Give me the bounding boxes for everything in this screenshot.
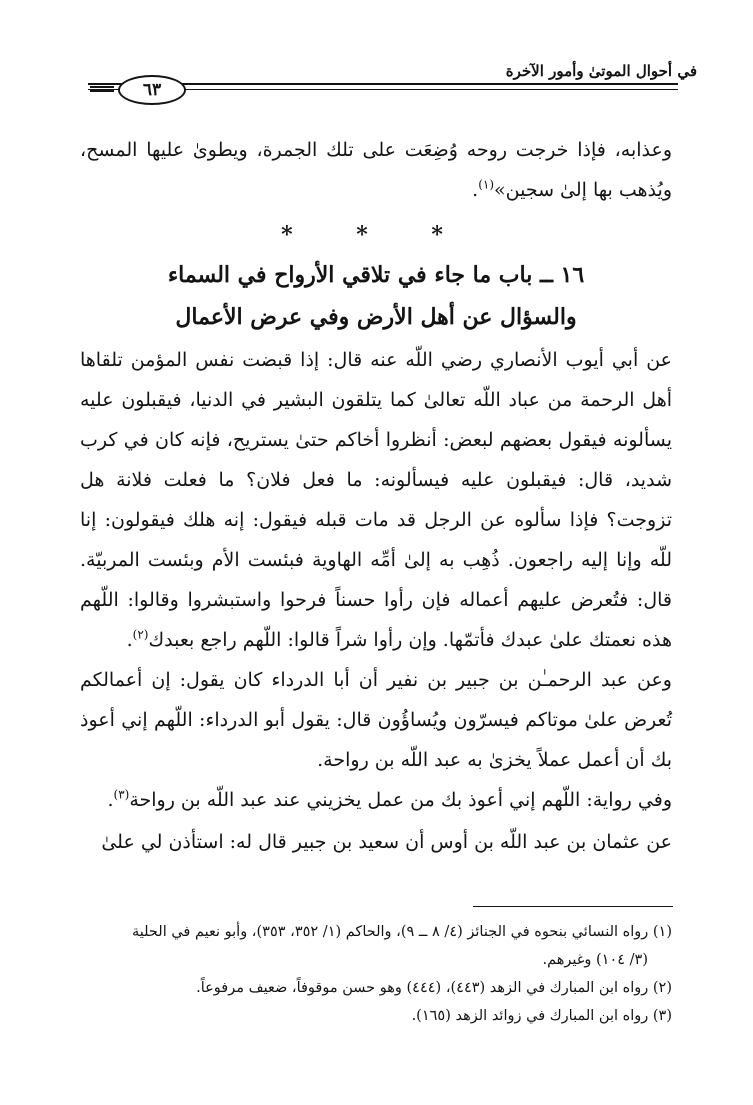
paragraph-uthman <box>80 822 672 862</box>
header-dash <box>90 86 114 92</box>
intro-paragraph <box>80 130 672 210</box>
paragraph-text: وعن عبد الرحمـٰن بن جبير بن نفير أن أبا الدرداء كان يقول: إن أعمالكم تُعرض علىٰ موتاكم فيسرّون ويُساؤُون قال: يقول أبو الدرداء: اللّهم إني أعوذ بك أن أعمل عملاً يخزىٰ به عبد اللّه بن رواحة. <box>80 669 672 771</box>
paragraph-text: عن أبي أيوب الأنصاري رضي اللّه عنه قال: إذا قبضت نفس المؤمن تلقاها أهل الرحمة من عباد اللّه تعالىٰ كما يتلقون البشير في الدنيا، فيقبلون عليه يسألونه فيقول بعضهم لبعض: أنظروا أخاكم حتىٰ يستريح، فإنه كان في كرب شديد، قال: فيقبلون عليه فيسألونه: ما فعل فلان؟ ما فعلت فلانة هل تزوجت؟ فإذا سألوه عن الرجل قد مات قبله فيقول: إنه هلك فيقولون: إنا للّه وإنا إليه راجعون. ذُهِب به إلىٰ أمِّه الهاوية فبئست الأم وبئست المربيّة. قال: فتُعرض عليهم أعماله فإن رأوا حسناً فرحوا واستبشروا وقالوا: اللّهم هذه نعمتك علىٰ عبدك فأتمّها. وإن رأوا شراً قالوا: اللّهم راجع بعبدك <box>80 349 672 651</box>
paragraph-text: عن عثمان بن عبد اللّه بن أوس أن سعيد بن جبير قال له: استأذن لي علىٰ <box>101 831 672 853</box>
footnote-2: (٢) رواه ابن المبارك في الزهد (٤٤٣)، (٤٤٤) وهو حسن موقوفاً، ضعيف مرفوعاً. <box>196 980 672 996</box>
page-number: ٦٣ <box>118 75 186 105</box>
paragraph-tail: . <box>126 629 133 651</box>
running-title: في أحوال الموتىٰ وأمور الآخرة <box>505 62 697 80</box>
footnotes <box>80 918 672 1030</box>
intro-tail: . <box>472 179 479 201</box>
paragraph-tail: . <box>107 789 114 811</box>
paragraph-text: وفي رواية: اللّهم إني أعوذ بك من عمل يخزيني عند عبد اللّه بن رواحة <box>129 789 672 811</box>
footnote-ref-3[interactable]: (٣) <box>113 787 130 802</box>
intro-text: وعذابه، فإذا خرجت روحه وُضِعَت على تلك الجمرة، ويطوىٰ عليها المسح، ويُذهب بها إلىٰ سجين» <box>80 139 672 201</box>
footnote-ref-2[interactable]: (٢) <box>132 627 149 642</box>
footnote-ref-1[interactable]: (١) <box>478 177 495 192</box>
chapter-heading-line-1: ١٦ ــ باب ما جاء في تلاقي الأرواح في السماء <box>167 262 585 288</box>
section-separator: * * * <box>281 222 471 248</box>
paragraph-riwaya <box>80 780 672 820</box>
paragraph-abu-ayyub <box>80 340 672 660</box>
chapter-heading <box>80 254 672 338</box>
footnote-rule <box>473 906 673 907</box>
footnote-3: (٣) رواه ابن المبارك في زوائد الزهد (١٦٥). <box>411 1008 672 1024</box>
paragraph-abu-darda <box>80 660 672 780</box>
chapter-heading-line-2: والسؤال عن أهل الأرض وفي عرض الأعمال <box>175 304 577 330</box>
footnote-1: (١) رواه النسائي بنحوه في الجنائز (٤/ ٨ ــ ٩)، والحاكم (١/ ٣٥٢، ٣٥٣)، وأبو نعيم في الحلية <box>131 924 672 940</box>
footnote-1-continuation: (٣/ ١٠٤) وغيرهم. <box>542 952 648 968</box>
